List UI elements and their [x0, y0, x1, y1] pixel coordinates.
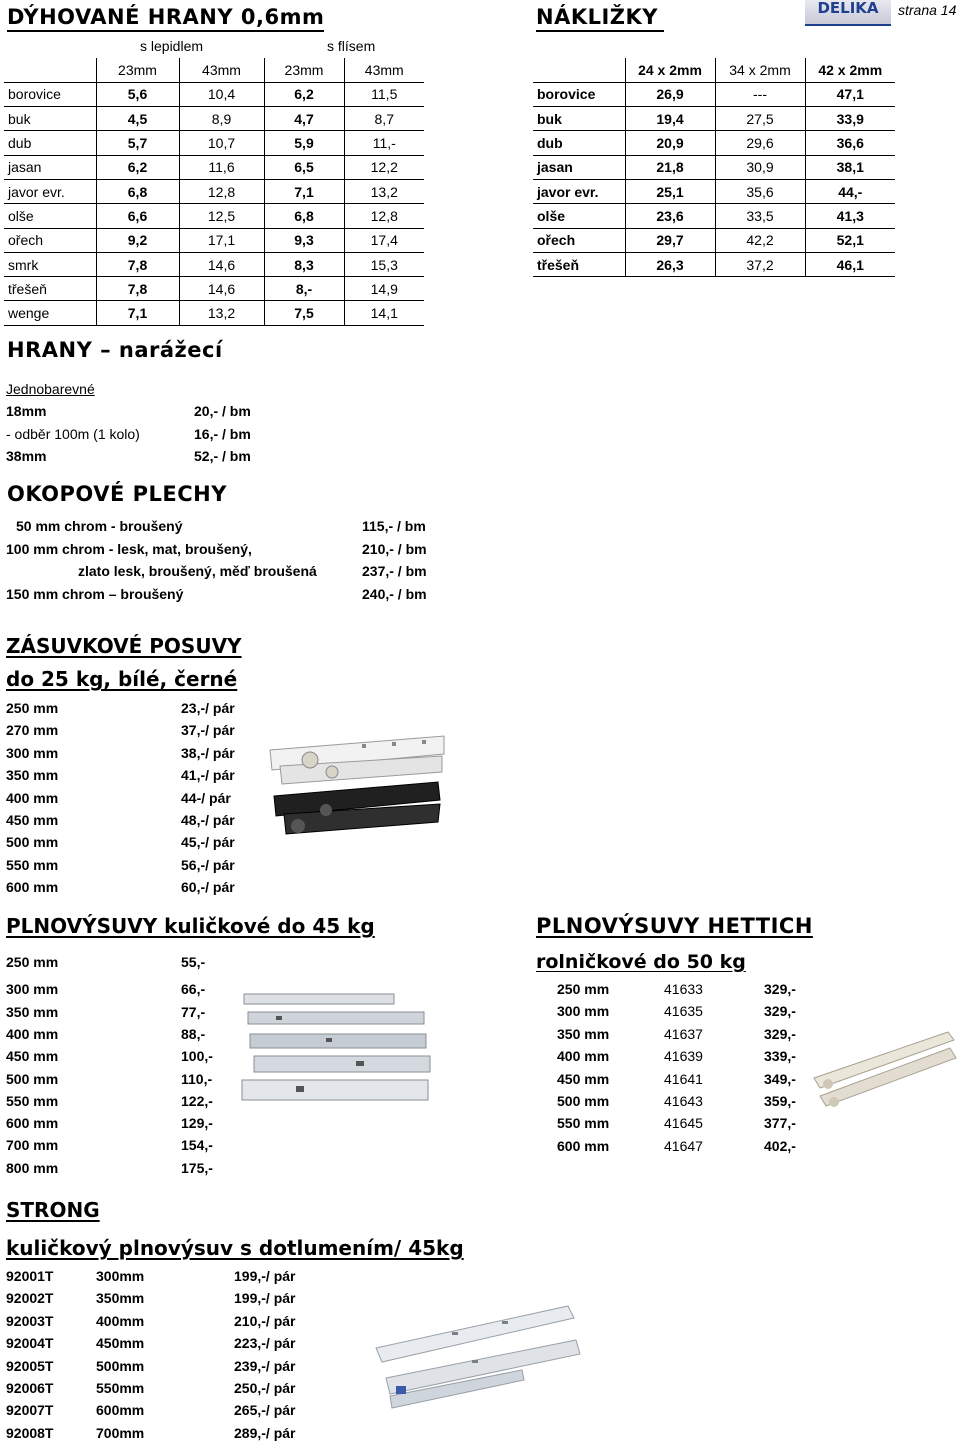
table-cell: 14,6 — [179, 252, 264, 276]
list-cell: 41635 — [664, 1003, 703, 1020]
veneer-group-glue: s lepidlem — [140, 38, 204, 54]
hettich-list — [557, 981, 817, 1161]
list-cell: 700mm — [96, 1424, 145, 1441]
table-cell: 9,2 — [96, 228, 179, 252]
list-cell: 600 mm — [6, 1115, 59, 1132]
row-label: dub — [533, 131, 625, 155]
list-cell: 237,- / bm — [362, 563, 427, 579]
veneer-size: 23mm — [96, 58, 179, 82]
list-cell: 199,-/ pár — [234, 1290, 296, 1307]
row-label: jasan — [533, 155, 625, 179]
list-cell: 500 mm — [6, 1070, 59, 1087]
table-row — [4, 179, 424, 203]
table-cell: 11,6 — [179, 155, 264, 179]
list-cell: 100 mm chrom - lesk, mat, broušený, — [6, 540, 252, 557]
table-cell: 26,3 — [625, 252, 715, 276]
hettich-title: PLNOVÝSUVY HETTICH — [536, 914, 813, 938]
table-row — [533, 131, 895, 155]
table-row — [4, 301, 424, 325]
table-row — [4, 155, 424, 179]
table-cell: 42,2 — [715, 228, 805, 252]
table-cell: 41,3 — [805, 204, 895, 228]
table-cell: 12,5 — [179, 204, 264, 228]
row-label: olše — [533, 204, 625, 228]
list-cell: 154,- — [181, 1137, 213, 1154]
table-cell: 11,5 — [344, 82, 424, 106]
table-cell: 12,8 — [179, 179, 264, 203]
strong-slide-photo — [372, 1300, 582, 1418]
list-cell: 122,- — [181, 1092, 213, 1109]
list-cell: 500 mm — [6, 834, 59, 851]
list-cell: 300mm — [96, 1268, 145, 1284]
posuvy-subtitle: do 25 kg, bílé, černé — [6, 667, 238, 691]
veneer-size: 43mm — [344, 58, 424, 82]
table-cell: 9,3 — [264, 228, 344, 252]
table-cell: 13,2 — [344, 179, 424, 203]
list-cell: 23,-/ pár — [181, 700, 235, 716]
veneer-title: DÝHOVANÉ HRANY 0,6mm — [7, 4, 324, 32]
list-cell: 92007T — [6, 1402, 54, 1419]
table-row — [533, 252, 895, 276]
logo-text: DELIKA — [817, 0, 879, 17]
list-cell: 41637 — [664, 1025, 703, 1042]
table-cell: 14,6 — [179, 277, 264, 301]
list-cell: 270 mm — [6, 722, 59, 739]
table-cell: 7,8 — [96, 277, 179, 301]
list-cell: 550 mm — [6, 1092, 59, 1109]
plnovysuvy-list — [6, 954, 256, 1184]
table-cell: 4,7 — [264, 107, 344, 131]
table-cell: 46,1 — [805, 252, 895, 276]
list-cell: 250 mm — [6, 954, 59, 970]
list-cell: 359,- — [764, 1093, 796, 1109]
plnovysuvy-title: PLNOVÝSUVY kuličkové do 45 kg — [6, 914, 375, 938]
table-cell: 7,1 — [264, 179, 344, 203]
list-cell: 210,-/ pár — [234, 1312, 296, 1329]
list-cell: 400 mm — [6, 1025, 59, 1042]
table-cell: 12,2 — [344, 155, 424, 179]
row-label: třešeň — [4, 277, 96, 301]
table-cell: 8,- — [264, 277, 344, 301]
table-cell: 26,9 — [625, 82, 715, 106]
list-cell: 550 mm — [6, 856, 59, 873]
table-cell: 7,5 — [264, 301, 344, 325]
row-label: wenge — [4, 301, 96, 325]
row-label: smrk — [4, 252, 96, 276]
table-cell: 8,9 — [179, 107, 264, 131]
veneer-size: 23mm — [264, 58, 344, 82]
list-cell: 92008T — [6, 1424, 54, 1441]
table-cell: 5,9 — [264, 131, 344, 155]
table-row — [4, 252, 424, 276]
table-cell: 15,3 — [344, 252, 424, 276]
table-row — [4, 107, 424, 131]
table-cell: 5,7 — [96, 131, 179, 155]
list-cell: 600 mm — [557, 1137, 610, 1154]
list-cell: 44-/ pár — [181, 789, 231, 806]
hettich-slide-photo — [808, 1018, 958, 1114]
table-cell: 17,4 — [344, 228, 424, 252]
list-cell: 37,-/ pár — [181, 722, 235, 739]
list-cell: 50 mm chrom - broušený — [16, 518, 183, 534]
list-cell: 289,-/ pár — [234, 1424, 296, 1441]
table-row — [4, 277, 424, 301]
table-cell: 14,1 — [344, 301, 424, 325]
posuvy-title: ZÁSUVKOVÉ POSUVY — [6, 634, 242, 658]
row-label: jasan — [4, 155, 96, 179]
row-label: dub — [4, 131, 96, 155]
list-cell: 223,-/ pár — [234, 1335, 296, 1352]
table-cell: 5,6 — [96, 82, 179, 106]
table-cell: 10,4 — [179, 82, 264, 106]
list-cell: 38mm — [6, 448, 47, 464]
list-cell: 100,- — [181, 1048, 213, 1065]
list-cell: 18mm — [6, 403, 47, 419]
row-label: buk — [533, 107, 625, 131]
naklizky-title: NÁKLIŽKY — [536, 4, 664, 32]
list-cell: 115,- / bm — [362, 518, 426, 534]
table-cell: 12,8 — [344, 204, 424, 228]
list-cell: 350 mm — [557, 1025, 610, 1042]
table-cell: 7,1 — [96, 301, 179, 325]
list-cell: 88,- — [181, 1025, 206, 1042]
naklizky-size: 24 x 2mm — [625, 58, 715, 82]
list-cell: 339,- — [764, 1048, 796, 1065]
list-cell: 600mm — [96, 1402, 145, 1419]
list-cell: 450 mm — [557, 1070, 610, 1087]
table-cell: 29,6 — [715, 131, 805, 155]
list-cell: 250 mm — [6, 700, 59, 716]
list-cell: 300 mm — [6, 744, 59, 761]
list-cell: 38,-/ pár — [181, 744, 235, 761]
list-cell: 550 mm — [557, 1115, 610, 1132]
list-cell: 41639 — [664, 1048, 703, 1065]
veneer-group-fleece: s flísem — [327, 38, 376, 54]
table-cell: 36,6 — [805, 131, 895, 155]
list-cell: 41641 — [664, 1070, 703, 1087]
table-cell: --- — [715, 82, 805, 106]
table-cell: 37,2 — [715, 252, 805, 276]
table-cell: 14,9 — [344, 277, 424, 301]
list-cell: 600 mm — [6, 879, 59, 896]
list-cell: 400 mm — [6, 789, 59, 806]
list-cell: 77,- — [181, 1003, 206, 1020]
list-cell: 52,- / bm — [194, 448, 251, 464]
table-cell: 11,- — [344, 131, 424, 155]
list-cell: 500 mm — [557, 1093, 610, 1109]
list-cell: 349,- — [764, 1070, 796, 1087]
list-cell: 350 mm — [6, 1003, 59, 1020]
list-cell: - odběr 100m (1 kolo) — [6, 425, 140, 442]
table-cell: 7,8 — [96, 252, 179, 276]
plechy-title: OKOPOVÉ PLECHY — [7, 482, 227, 506]
table-cell: 23,6 — [625, 204, 715, 228]
table-cell: 6,8 — [264, 204, 344, 228]
drawer-slides-photo — [262, 730, 448, 852]
list-cell: 400mm — [96, 1312, 145, 1329]
table-row — [533, 228, 895, 252]
table-cell: 33,9 — [805, 107, 895, 131]
list-cell: 110,- — [181, 1070, 213, 1087]
list-cell: 377,- — [764, 1115, 796, 1132]
strong-subtitle: kuličkový plnovýsuv s dotlumením/ 45kg — [6, 1236, 464, 1260]
list-cell: 92006T — [6, 1380, 54, 1396]
table-cell: 6,6 — [96, 204, 179, 228]
table-cell: 29,7 — [625, 228, 715, 252]
list-cell: 92005T — [6, 1357, 54, 1374]
list-cell: 55,- — [181, 954, 206, 970]
table-cell: 52,1 — [805, 228, 895, 252]
table-cell: 30,9 — [715, 155, 805, 179]
row-label: javor evr. — [4, 179, 96, 203]
strong-title: STRONG — [6, 1198, 100, 1222]
table-row — [533, 82, 895, 106]
list-cell: 210,- / bm — [362, 540, 427, 557]
table-cell: 20,9 — [625, 131, 715, 155]
list-cell: 45,-/ pár — [181, 834, 235, 851]
table-row — [4, 131, 424, 155]
hettich-subtitle: rolničkové do 50 kg — [536, 951, 746, 973]
list-cell: 48,-/ pár — [181, 812, 235, 828]
row-label: borovice — [4, 82, 96, 106]
list-cell: 92003T — [6, 1312, 54, 1329]
list-cell: 60,-/ pár — [181, 879, 235, 896]
naklizky-corner — [533, 58, 625, 82]
list-cell: 250 mm — [557, 981, 610, 997]
list-cell: 240,- / bm — [362, 585, 427, 602]
plechy-list — [6, 518, 456, 608]
list-cell: 92001T — [6, 1268, 54, 1284]
list-cell: 329,- — [764, 1025, 796, 1042]
list-cell: 300 mm — [557, 1003, 610, 1020]
row-label: ořech — [4, 228, 96, 252]
table-cell: 8,3 — [264, 252, 344, 276]
list-cell: 500mm — [96, 1357, 145, 1374]
list-cell: 239,-/ pár — [234, 1357, 296, 1374]
table-row — [4, 228, 424, 252]
list-cell: 400 mm — [557, 1048, 610, 1065]
list-cell: 265,-/ pár — [234, 1402, 296, 1419]
list-cell: 16,- / bm — [194, 425, 251, 442]
list-cell: 41633 — [664, 981, 703, 997]
veneer-size: 43mm — [179, 58, 264, 82]
row-label: javor evr. — [533, 179, 625, 203]
table-cell: 4,5 — [96, 107, 179, 131]
list-cell: 41647 — [664, 1137, 703, 1154]
list-cell: 450 mm — [6, 1048, 59, 1065]
posuvy-list — [6, 700, 256, 900]
list-cell: 800 mm — [6, 1159, 59, 1176]
veneer-table — [4, 58, 424, 326]
table-cell: 38,1 — [805, 155, 895, 179]
table-cell: 35,6 — [715, 179, 805, 203]
list-cell: 402,- — [764, 1137, 796, 1154]
list-cell: 20,- / bm — [194, 403, 251, 419]
list-cell: 550mm — [96, 1380, 145, 1396]
list-cell: 450mm — [96, 1335, 145, 1352]
table-row — [4, 82, 424, 106]
table-cell: 6,2 — [264, 82, 344, 106]
strong-list — [6, 1268, 336, 1446]
list-cell: 150 mm chrom – broušený — [6, 585, 184, 602]
ball-bearing-slide-photo — [236, 990, 432, 1106]
hrany-subtitle: Jednobarevné — [6, 381, 95, 397]
list-cell: 450 mm — [6, 812, 59, 828]
table-cell: 6,5 — [264, 155, 344, 179]
list-cell: 350 mm — [6, 767, 59, 784]
list-cell: 329,- — [764, 981, 796, 997]
delika-logo — [805, 0, 891, 26]
list-cell: 129,- — [181, 1115, 213, 1132]
table-cell: 47,1 — [805, 82, 895, 106]
table-row — [533, 155, 895, 179]
row-label: třešeň — [533, 252, 625, 276]
row-label: olše — [4, 204, 96, 228]
table-cell: 33,5 — [715, 204, 805, 228]
table-cell: 27,5 — [715, 107, 805, 131]
table-cell: 13,2 — [179, 301, 264, 325]
table-row — [533, 204, 895, 228]
table-cell: 44,- — [805, 179, 895, 203]
list-cell: 41643 — [664, 1093, 703, 1109]
row-label: buk — [4, 107, 96, 131]
hrany-list — [6, 403, 306, 473]
table-row — [533, 179, 895, 203]
veneer-corner — [4, 58, 96, 82]
table-cell: 25,1 — [625, 179, 715, 203]
list-cell: 175,- — [181, 1159, 213, 1176]
row-label: ořech — [533, 228, 625, 252]
naklizky-size: 34 x 2mm — [715, 58, 805, 82]
table-row — [533, 107, 895, 131]
table-cell: 8,7 — [344, 107, 424, 131]
table-row — [4, 204, 424, 228]
table-cell: 19,4 — [625, 107, 715, 131]
list-cell: 92004T — [6, 1335, 54, 1352]
table-cell: 6,2 — [96, 155, 179, 179]
row-label: borovice — [533, 82, 625, 106]
list-cell: 199,-/ pár — [234, 1268, 296, 1284]
page-number: strana 14 — [898, 2, 957, 18]
list-cell: 92002T — [6, 1290, 54, 1307]
naklizky-table — [533, 58, 895, 277]
naklizky-size: 42 x 2mm — [805, 58, 895, 82]
list-cell: 56,-/ pár — [181, 856, 235, 873]
list-cell: 41,-/ pár — [181, 767, 235, 784]
table-cell: 10,7 — [179, 131, 264, 155]
list-cell: 250,-/ pár — [234, 1380, 296, 1396]
table-cell: 6,8 — [96, 179, 179, 203]
list-cell: 300 mm — [6, 981, 59, 998]
list-cell: zlato lesk, broušený, měď broušená — [78, 563, 317, 579]
table-cell: 17,1 — [179, 228, 264, 252]
hrany-title: HRANY – narážecí — [7, 338, 223, 362]
list-cell: 700 mm — [6, 1137, 59, 1154]
list-cell: 66,- — [181, 981, 206, 998]
list-cell: 350mm — [96, 1290, 145, 1307]
table-cell: 21,8 — [625, 155, 715, 179]
list-cell: 329,- — [764, 1003, 796, 1020]
list-cell: 41645 — [664, 1115, 703, 1132]
